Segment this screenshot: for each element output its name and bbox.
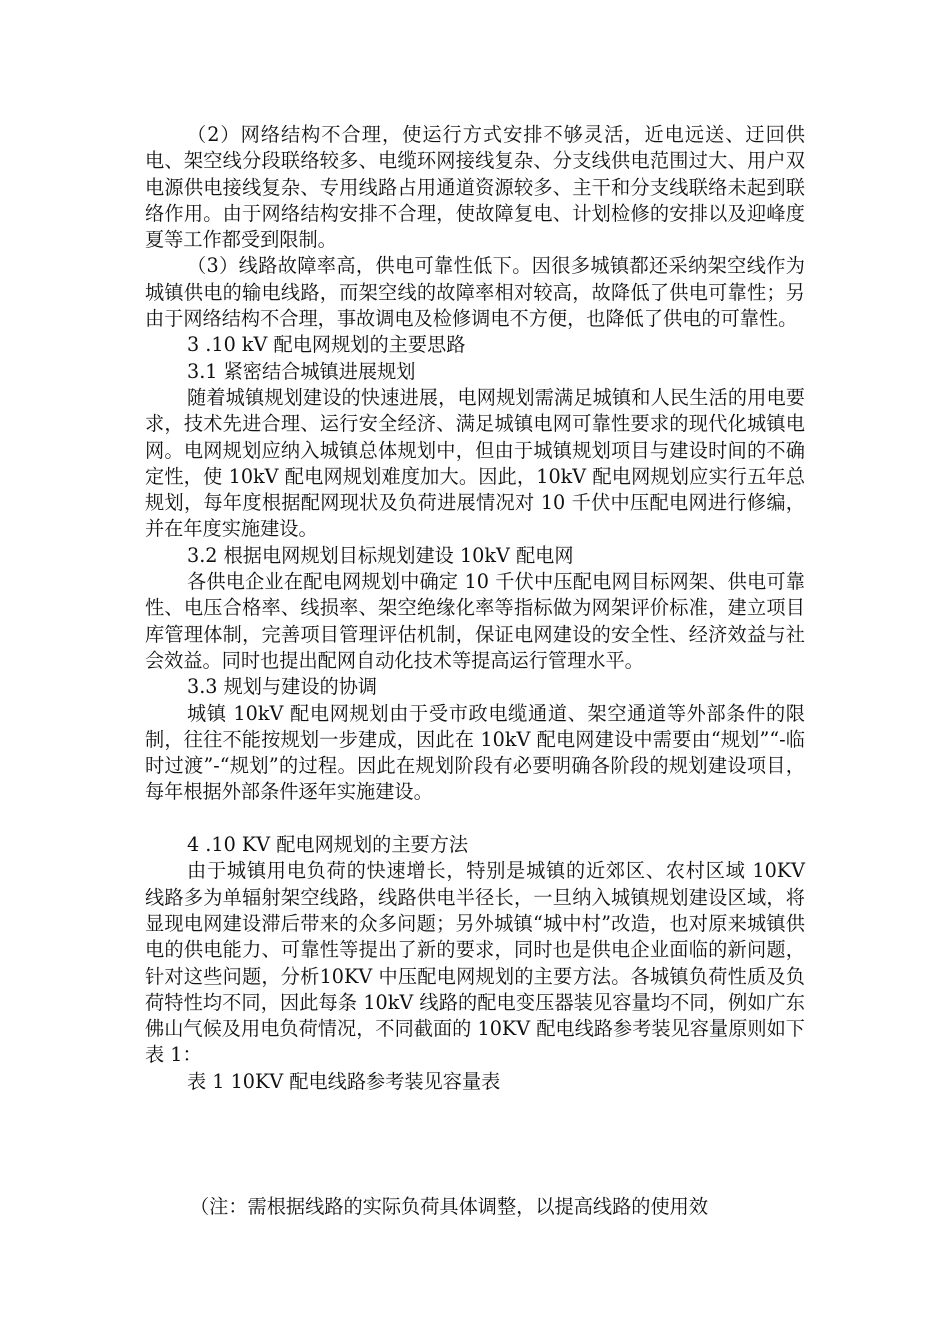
paragraph-spacer xyxy=(145,806,805,832)
section-heading-3: 3 .10 kV 配电网规划的主要思路 xyxy=(187,333,466,357)
paragraph-fault-rate: （3）线路故障率高，供电可靠性低下。因很多城镇都还采纳架空线作为城镇供电的输电线路，而架空线的故障率相对较高，故降低了供电可靠性；另由于网络结构不合理，事故调电及检修调电不方便，也降低了供电的可靠性。 xyxy=(145,254,805,331)
paragraph-main-methods: 由于城镇用电负荷的快速增长，特别是城镇的近郊区、农村区域 10KV 线路多为单辐射架空线路，线路供电半径长，一旦纳入城镇规划建设区域，将显现电网建设滞后带来的众多问题；另外城镇“城中村”改造，也对原来城镇供电的供电能力、可靠性等提出了新的要求，同时也是供电企业面临的新问题，针对这些问题，分析10KV 中压配电网规划的主要方法。各城镇负荷性质及负荷特性均不同，因此每条 10kV 线路的配电变压器装见容量均不同，例如广东佛山气候及用电负荷情况，不同截面的 10KV 配电线路参考装见容量原则如下表 1： xyxy=(145,859,805,1067)
paragraph-coordination: 城镇 10kV 配电网规划由于受市政电缆通道、架空通道等外部条件的限制，往往不能按规划一步建成，因此在 10kV 配电网建设中需要由“规划”“-临时过渡”-“规划”的过程。因此在规划阶段有必要明确各阶段的规划建设项目，每年根据外部条件逐年实施建设。 xyxy=(145,701,805,804)
subsection-heading-3-3: 3.3 规划与建设的协调 xyxy=(187,675,378,699)
document-body xyxy=(145,122,805,1095)
paragraph-network-structure: （2）网络结构不合理，使运行方式安排不够灵活，近电远送、迂回供电、架空线分段联络较多、电缆环网接线复杂、分支线供电范围过大、用户双电源供电接线复杂、专用线路占用通道资源较多、主干和分支线联络未起到联络作用。由于网络结构安排不合理，使故障复电、计划检修的安排以及迎峰度夏等工作都受到限制。 xyxy=(145,123,805,252)
paragraph-urban-planning: 随着城镇规划建设的快速进展，电网规划需满足城镇和人民生活的用电要求，技术先进合理、运行安全经济、满足城镇电网可靠性要求的现代化城镇电网。电网规划应纳入城镇总体规划中，但由于城镇规划项目与建设时间的不确定性，使 10kV 配电网规划难度加大。因此，10kV 配电网规划应实行五年总规划，每年度根据配网现状及负荷进展情况对 10 千伏中压配电网进行修编，并在年度实施建设。 xyxy=(145,385,805,541)
section-heading-4: 4 .10 KV 配电网规划的主要方法 xyxy=(187,833,469,857)
table-note: （注：需根据线路的实际负荷具体调整，以提高线路的使用效 xyxy=(190,1195,709,1218)
table-caption: 表 1 10KV 配电线路参考装见容量表 xyxy=(187,1069,501,1093)
paragraph-planning-targets: 各供电企业在配电网规划中确定 10 千伏中压配电网目标网架、供电可靠性、电压合格率、线损率、架空绝缘化率等指标做为网架评价标准，建立项目库管理体制，完善项目管理评估机制，保证电网建设的安全性、经济效益与社会效益。同时也提出配网自动化技术等提高运行管理水平。 xyxy=(145,570,805,672)
subsection-heading-3-2: 3.2 根据电网规划目标规划建设 10kV 配电网 xyxy=(187,543,574,567)
subsection-heading-3-1: 3.1 紧密结合城镇进展规划 xyxy=(187,359,416,383)
